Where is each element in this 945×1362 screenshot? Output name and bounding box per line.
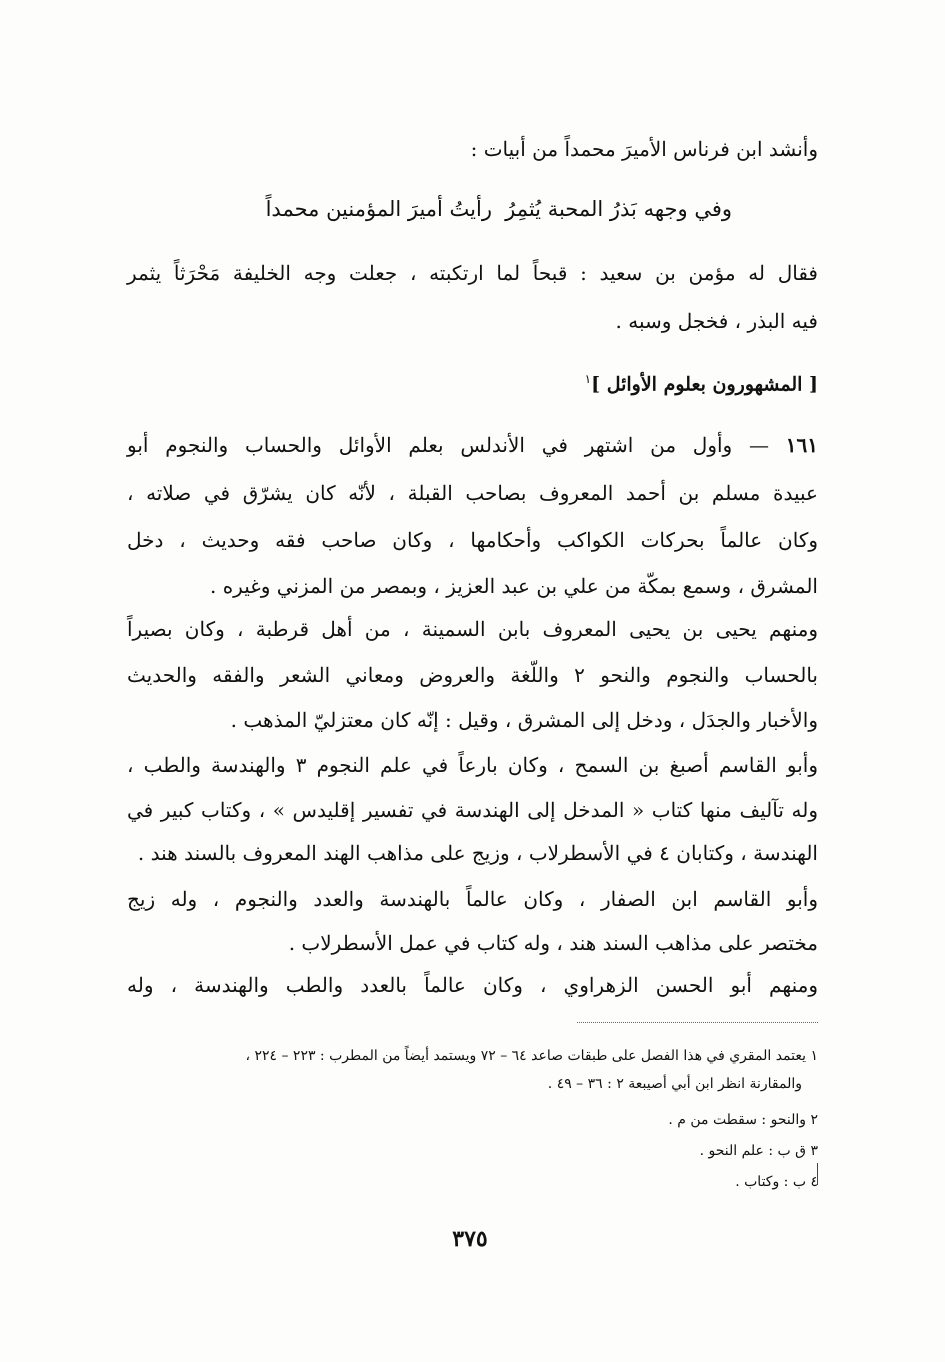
paragraph-line: بالحساب والنجوم والنحو ٢ واللّغة والعروض ومعاني الشعر والفقه والحديث [127,663,818,687]
paragraph-line: والأخبار والجدَل ، ودخل إلى المشرق ، وقيل : إنّه كان معتزليّ المذهب . [230,708,818,732]
page-number: ٣٧٥ [452,1226,488,1252]
paragraph-line: الهندسة ، وكتابان ٤ في الأسطرلاب ، وزيج على مذاهب الهند المعروف بالسند هند . [137,841,818,865]
paragraph-line: وله تآليف منها كتاب « المدخل إلى الهندسة في تفسير إقليدس » ، وكتاب كبير في [127,798,818,822]
footnote-line: ٢ والنحو : سقطت من م . [668,1112,818,1128]
paragraph-line: وأبو القاسم ابن الصفار ، وكان عالماً بالهندسة والعدد والنجوم ، وله زيج [127,887,818,911]
paragraph-line: ومنهم يحيى بن يحيى المعروف بابن السمينة ، من أهل قرطبة ، وكان بصيراً [127,617,818,641]
section-heading [585,372,818,395]
paragraph-line: فيه البذر ، فخجل وسبه . [615,309,818,333]
paragraph-line: وكان عالماً بحركات الكواكب وأحكامها ، وكان صاحب فقه وحديث ، دخل [127,528,818,552]
verse-second-hemistich: وفي وجهه بَذرُ المحبة يُثمِرُ [505,197,732,221]
paragraph-line: ومنهم أبو الحسن الزهراوي ، وكان عالماً بالعدد والطب والهندسة ، وله [127,973,818,997]
paragraph-line: عبيدة مسلم بن أحمد المعروف بصاحب القبلة ، لأنّه كان يشرّق في صلاته ، [127,481,818,505]
intro-line: وأنشد ابن فرناس الأميرَ محمداً من أبيات : [470,137,818,161]
paragraph-line: وأبو القاسم أصبغ بن السمح ، وكان بارعاً في علم النجوم ٣ والهندسة والطب ، [127,753,818,777]
paragraph-line: المشرق ، وسمع بمكّة من علي بن عبد العزيز ، وبمصر من المزني وغيره . [209,574,818,598]
paragraph-text: — وأول من اشتهر في الأندلس بعلم الأوائل والحساب والنجوم أبو [127,433,769,457]
footnote-line: ٣ ق ب : علم النحو . [699,1143,818,1159]
section-heading-text: [ المشهورون بعلوم الأوائل ] [591,373,818,396]
footnote-divider [577,1022,818,1023]
footnote-line: ١ يعتمد المقري في هذا الفصل على طبقات صاعد ٦٤ – ٧٢ ويستمد أيضاً من المطرب : ٢٢٣ – ٢٢٤ ، [245,1048,818,1064]
footnote-line: والمقارنة انظر ابن أبي أصيبعة ٢ : ٣٦ – ٤٩ . [547,1076,802,1092]
footnote-line: ٤ ب : وكتاب . [735,1174,818,1190]
entry-number: ١٦١ [785,433,819,457]
verse-first-hemistich: رأيتُ أميرَ المؤمنين محمداً [265,197,492,221]
footnote-ref: ١ [584,372,592,386]
paragraph-line: فقال له مؤمن بن سعيد : قبحاً لما ارتكبته ، جعلت وجه الخليفة مَحْرَثاً يثمر [127,261,818,285]
paragraph-line: مختصر على مذاهب السند هند ، وله كتاب في عمل الأسطرلاب . [288,931,818,955]
paragraph-first-line [127,430,818,460]
